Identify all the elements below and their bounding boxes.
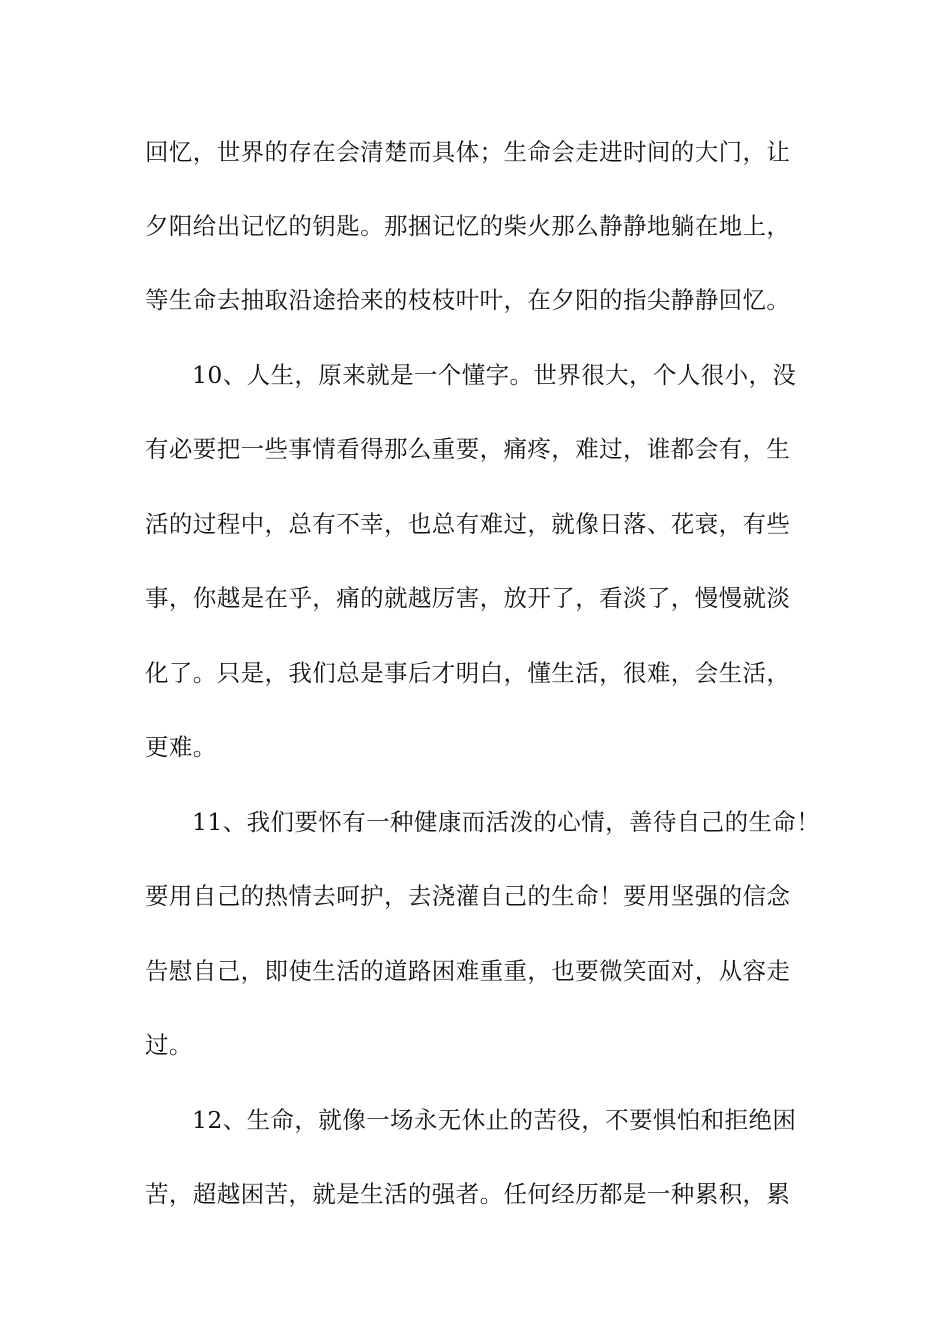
text-line: 要用自己的热情去呵护，去浇灌自己的生命！要用坚强的信念 (145, 882, 791, 910)
text-line: 12、生命，就像一场永无休止的苦役，不要惧怕和拒绝困 (192, 1106, 797, 1134)
text-line: 夕阳给出记忆的钥匙。那捆记忆的柴火那么静静地躺在地上， (145, 212, 791, 240)
text-line: 活的过程中，总有不幸，也总有难过，就像日落、花衰，有些 (145, 510, 791, 538)
text-line: 10、人生，原来就是一个懂字。世界很大，个人很小，没 (192, 361, 797, 389)
text-line: 事，你越是在乎，痛的就越厉害，放开了，看淡了，慢慢就淡 (145, 584, 791, 612)
text-line: 更难。 (145, 733, 217, 761)
text-line: 过。 (145, 1031, 193, 1059)
text-line: 回忆，世界的存在会清楚而具体；生命会走进时间的大门，让 (145, 138, 791, 166)
text-line: 等生命去抽取沿途拾来的枝枝叶叶，在夕阳的指尖静静回忆。 (145, 286, 791, 314)
text-line: 11、我们要怀有一种健康而活泼的心情，善待自己的生命！ (192, 808, 821, 836)
text-line: 告慰自己，即使生活的道路困难重重，也要微笑面对，从容走 (145, 957, 791, 985)
text-line: 有必要把一些事情看得那么重要，痛疼，难过，谁都会有，生 (145, 435, 791, 463)
text-line: 化了。只是，我们总是事后才明白，懂生活，很难，会生活， (145, 659, 791, 687)
text-line: 苦，超越困苦，就是生活的强者。任何经历都是一种累积，累 (145, 1180, 791, 1208)
